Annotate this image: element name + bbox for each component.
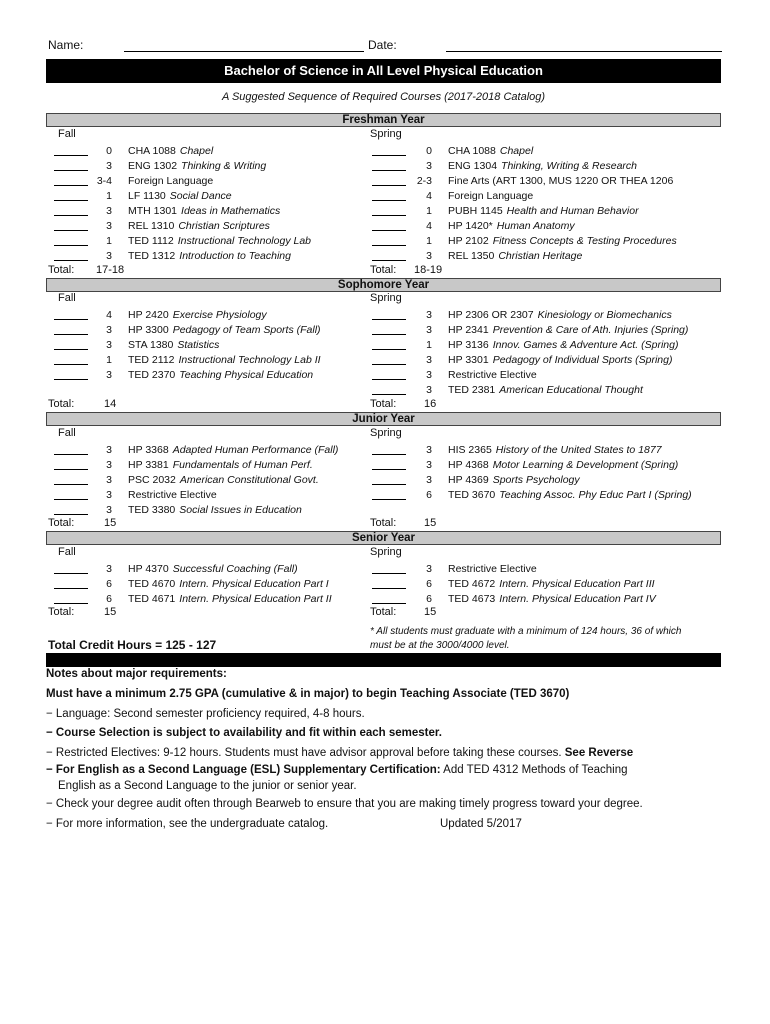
credit-hours: 4 [426, 220, 432, 232]
spring-course-row [0, 338, 770, 352]
course-title: Christian Heritage [498, 250, 583, 262]
course-code: HP 3301 [448, 354, 489, 366]
course-code: HP 2306 OR 2307 [448, 309, 534, 321]
course-title: Prevention & Care of Ath. Injuries (Spring) [492, 324, 689, 336]
credit-hours: 3 [106, 205, 112, 217]
credit-hours: 1 [426, 235, 432, 247]
course-code: HP 4370 [128, 563, 169, 575]
course-code: HP 2102 [448, 235, 489, 247]
credit-hours: 3 [426, 444, 432, 456]
credit-hours: 3 [106, 324, 112, 336]
spring-label: Spring [370, 128, 402, 140]
fall-course-row [0, 503, 770, 517]
note-esl-heading: − For English as a Second Language (ESL) Supplementary Certification: [46, 764, 441, 776]
credit-hours: 3 [426, 309, 432, 321]
credit-hours: 2-3 [416, 175, 432, 187]
course-title: Ideas in Mathematics [181, 205, 281, 217]
course-title: Health and Human Behavior [506, 205, 639, 217]
course-title: Intern. Physical Education Part II [179, 593, 332, 605]
note-more-info: − For more information, see the undergraduate catalog. [46, 818, 329, 830]
spring-course-row [0, 473, 770, 487]
course-title: Successful Coaching (Fall) [172, 563, 298, 575]
note-degree-audit: − Check your degree audit often through Bearweb to ensure that you are making timely progress toward your degree. [46, 798, 643, 810]
spring-label: Spring [370, 427, 402, 439]
spring-course-row [0, 204, 770, 218]
credit-hours: 3 [106, 160, 112, 172]
fall-total-label: Total: [48, 606, 75, 618]
course-code: STA 1380 [128, 339, 174, 351]
course-title: Chapel [179, 145, 214, 157]
year-header: Junior Year [46, 412, 721, 426]
credit-hours: 6 [426, 578, 432, 590]
credit-hours: 4 [426, 190, 432, 202]
course-title: Intern. Physical Education Part I [179, 578, 329, 590]
page-subtitle: A Suggested Sequence of Required Courses (2017-2018 Catalog) [221, 91, 546, 103]
course-code: HP 1420* [448, 220, 493, 232]
course-code: Foreign Language [448, 190, 534, 202]
course-code: REL 1310 [128, 220, 175, 232]
fall-total-value: 15 [104, 517, 117, 529]
course-code: PSC 2032 [128, 474, 176, 486]
year-header: Senior Year [46, 531, 721, 545]
course-title: Intern. Physical Education Part IV [499, 593, 656, 605]
footnote-line-2: must be at the 3000/4000 level. [370, 640, 510, 651]
course-title: Fitness Concepts & Testing Procedures [492, 235, 677, 247]
note-language: − Language: Second semester proficiency required, 4-8 hours. [46, 708, 365, 720]
course-code: PUBH 1145 [448, 205, 503, 217]
spring-course-row [0, 144, 770, 158]
credit-hours: 3-4 [96, 175, 112, 187]
fall-total-label: Total: [48, 398, 75, 410]
credit-hours: 4 [106, 309, 112, 321]
year-header: Sophomore Year [46, 278, 721, 292]
spring-course-row [0, 458, 770, 472]
course-title: Adapted Human Performance (Fall) [172, 444, 339, 456]
spring-course-row [0, 443, 770, 457]
credit-hours: 3 [106, 504, 112, 516]
course-code: HP 2420 [128, 309, 169, 321]
spring-course-row [0, 189, 770, 203]
course-title: Fundamentals of Human Perf. [172, 459, 313, 471]
credit-hours: 3 [426, 250, 432, 262]
course-code: TED 1312 [128, 250, 176, 262]
note-esl-text: Add TED 4312 Methods of Teaching [443, 764, 628, 776]
credit-hours: 6 [106, 578, 112, 590]
credit-hours: 3 [426, 384, 432, 396]
fall-total-label: Total: [48, 264, 75, 276]
credit-hours: 6 [106, 593, 112, 605]
credit-hours: 3 [106, 339, 112, 351]
course-code: HP 3381 [128, 459, 169, 471]
course-title: Thinking, Writing & Research [501, 160, 637, 172]
course-title: Social Dance [169, 190, 232, 202]
spring-label: Spring [370, 546, 402, 558]
course-title: Chapel [499, 145, 534, 157]
course-code: Restrictive Elective [448, 563, 537, 575]
course-title: Intern. Physical Education Part III [499, 578, 655, 590]
spring-course-row [0, 368, 770, 382]
fall-total-value: 15 [104, 606, 117, 618]
credit-hours: 0 [106, 145, 112, 157]
credit-hours: 3 [106, 444, 112, 456]
credit-hours: 0 [426, 145, 432, 157]
year-header: Freshman Year [46, 113, 721, 127]
course-title: American Educational Thought [499, 384, 643, 396]
spring-label: Spring [370, 292, 402, 304]
course-title: Social Issues in Education [179, 504, 302, 516]
note-electives-text: − Restricted Electives: 9-12 hours. Students must have advisor approval before taking these courses. [46, 747, 562, 759]
course-title: Teaching Assoc. Phy Educ Part I (Spring) [499, 489, 692, 501]
course-title: Statistics [177, 339, 220, 351]
divider-bar [46, 653, 721, 667]
course-code: REL 1350 [448, 250, 495, 262]
note-restricted-electives [46, 747, 633, 759]
course-code: TED 4671 [128, 593, 176, 605]
course-title: Exercise Physiology [172, 309, 267, 321]
course-title: Introduction to Teaching [179, 250, 291, 262]
course-code: Foreign Language [128, 175, 214, 187]
page-title: Bachelor of Science in All Level Physical Education [46, 59, 721, 83]
course-title: History of the United States to 1877 [495, 444, 662, 456]
course-title: Sports Psychology [492, 474, 580, 486]
credit-hours: 3 [426, 324, 432, 336]
spring-course-row [0, 488, 770, 502]
course-code: HP 4369 [448, 474, 489, 486]
course-code: TED 4673 [448, 593, 496, 605]
date-field[interactable] [446, 51, 722, 52]
footnote-line-1: * All students must graduate with a minimum of 124 hours, 36 of which [370, 626, 682, 637]
course-code: TED 2381 [448, 384, 496, 396]
course-code: HIS 2365 [448, 444, 492, 456]
name-label: Name: [48, 38, 84, 52]
note-see-reverse: See Reverse [564, 747, 634, 759]
name-field[interactable] [124, 51, 364, 52]
credit-hours: 6 [426, 489, 432, 501]
spring-course-row [0, 592, 770, 606]
course-title: Kinesiology or Biomechanics [537, 309, 672, 321]
credit-hours: 6 [426, 593, 432, 605]
spring-total-label: Total: [370, 517, 397, 529]
course-title: Instructional Technology Lab II [178, 354, 321, 366]
credit-hours: 3 [426, 354, 432, 366]
course-code: TED 1112 [128, 235, 174, 247]
course-code: TED 4670 [128, 578, 176, 590]
credit-hours: 3 [106, 369, 112, 381]
credit-hours: 3 [106, 563, 112, 575]
spring-course-row [0, 577, 770, 591]
credit-hours: 1 [106, 235, 112, 247]
spring-total-value: 15 [424, 517, 437, 529]
credit-hours: 1 [106, 354, 112, 366]
course-code: CHA 1088 [448, 145, 496, 157]
course-title: Pedagogy of Team Sports (Fall) [172, 324, 321, 336]
course-title: Instructional Technology Lab [177, 235, 312, 247]
spring-course-row [0, 174, 770, 188]
credit-hours: 3 [426, 459, 432, 471]
course-code: Fine Arts (ART 1300, MUS 1220 OR THEA 1206 [448, 175, 674, 187]
course-code: Restrictive Elective [448, 369, 537, 381]
course-title: Teaching Physical Education [179, 369, 314, 381]
course-code: TED 2370 [128, 369, 176, 381]
course-code: HP 2341 [448, 324, 489, 336]
course-code: TED 3380 [128, 504, 176, 516]
spring-total-value: 18-19 [414, 264, 443, 276]
spring-total-label: Total: [370, 264, 397, 276]
course-code: HP 3136 [448, 339, 489, 351]
credit-hours: 1 [426, 339, 432, 351]
spring-course-row [0, 159, 770, 173]
course-title: Human Anatomy [496, 220, 575, 232]
credit-hours: 3 [426, 474, 432, 486]
spring-total-value: 15 [424, 606, 437, 618]
spring-course-row [0, 249, 770, 263]
course-code: LF 1130 [128, 190, 166, 202]
fall-label: Fall [58, 427, 76, 439]
spring-course-row [0, 308, 770, 322]
note-gpa: Must have a minimum 2.75 GPA (cumulative & in major) to begin Teaching Associate (TED 3670) [46, 688, 570, 700]
spring-course-row [0, 234, 770, 248]
course-code: MTH 1301 [128, 205, 178, 217]
course-title: Motor Learning & Development (Spring) [492, 459, 679, 471]
credit-hours: 3 [426, 369, 432, 381]
credit-hours: 3 [426, 563, 432, 575]
course-code: HP 3300 [128, 324, 169, 336]
total-credit-hours: Total Credit Hours = 125 - 127 [48, 638, 217, 652]
spring-course-row [0, 383, 770, 397]
course-code: CHA 1088 [128, 145, 176, 157]
course-code: TED 4672 [448, 578, 496, 590]
note-course-selection: − Course Selection is subject to availability and fit within each semester. [46, 727, 442, 739]
updated-date: Updated 5/2017 [440, 818, 522, 830]
fall-total-value: 14 [104, 398, 117, 410]
course-code: HP 3368 [128, 444, 169, 456]
credit-hours: 3 [106, 250, 112, 262]
credit-hours: 3 [106, 474, 112, 486]
spring-total-label: Total: [370, 606, 397, 618]
spring-course-row [0, 219, 770, 233]
course-code: ENG 1304 [448, 160, 498, 172]
notes-heading: Notes about major requirements: [46, 668, 227, 680]
note-esl-line2: English as a Second Language to the junior or senior year. [58, 780, 357, 792]
course-code: TED 3670 [448, 489, 496, 501]
fall-total-value: 17-18 [96, 264, 125, 276]
fall-label: Fall [58, 546, 76, 558]
spring-total-label: Total: [370, 398, 397, 410]
credit-hours: 3 [106, 459, 112, 471]
course-code: Restrictive Elective [128, 489, 217, 501]
spring-course-row [0, 353, 770, 367]
credit-hours: 1 [426, 205, 432, 217]
course-title: Thinking & Writing [181, 160, 267, 172]
fall-label: Fall [58, 128, 76, 140]
spring-total-value: 16 [424, 398, 437, 410]
course-title: Pedagogy of Individual Sports (Spring) [492, 354, 673, 366]
course-code: ENG 1302 [128, 160, 178, 172]
course-title: American Constitutional Govt. [179, 474, 319, 486]
course-code: HP 4368 [448, 459, 489, 471]
course-code: TED 2112 [128, 354, 175, 366]
course-title: Innov. Games & Adventure Act. (Spring) [492, 339, 679, 351]
spring-course-row [0, 323, 770, 337]
note-esl [46, 764, 628, 776]
fall-label: Fall [58, 292, 76, 304]
course-title: Christian Scriptures [178, 220, 270, 232]
date-label: Date: [368, 38, 397, 52]
credit-hours: 1 [106, 190, 112, 202]
credit-hours: 3 [426, 160, 432, 172]
fall-total-label: Total: [48, 517, 75, 529]
credit-hours: 3 [106, 489, 112, 501]
spring-course-row [0, 562, 770, 576]
credit-hours: 3 [106, 220, 112, 232]
